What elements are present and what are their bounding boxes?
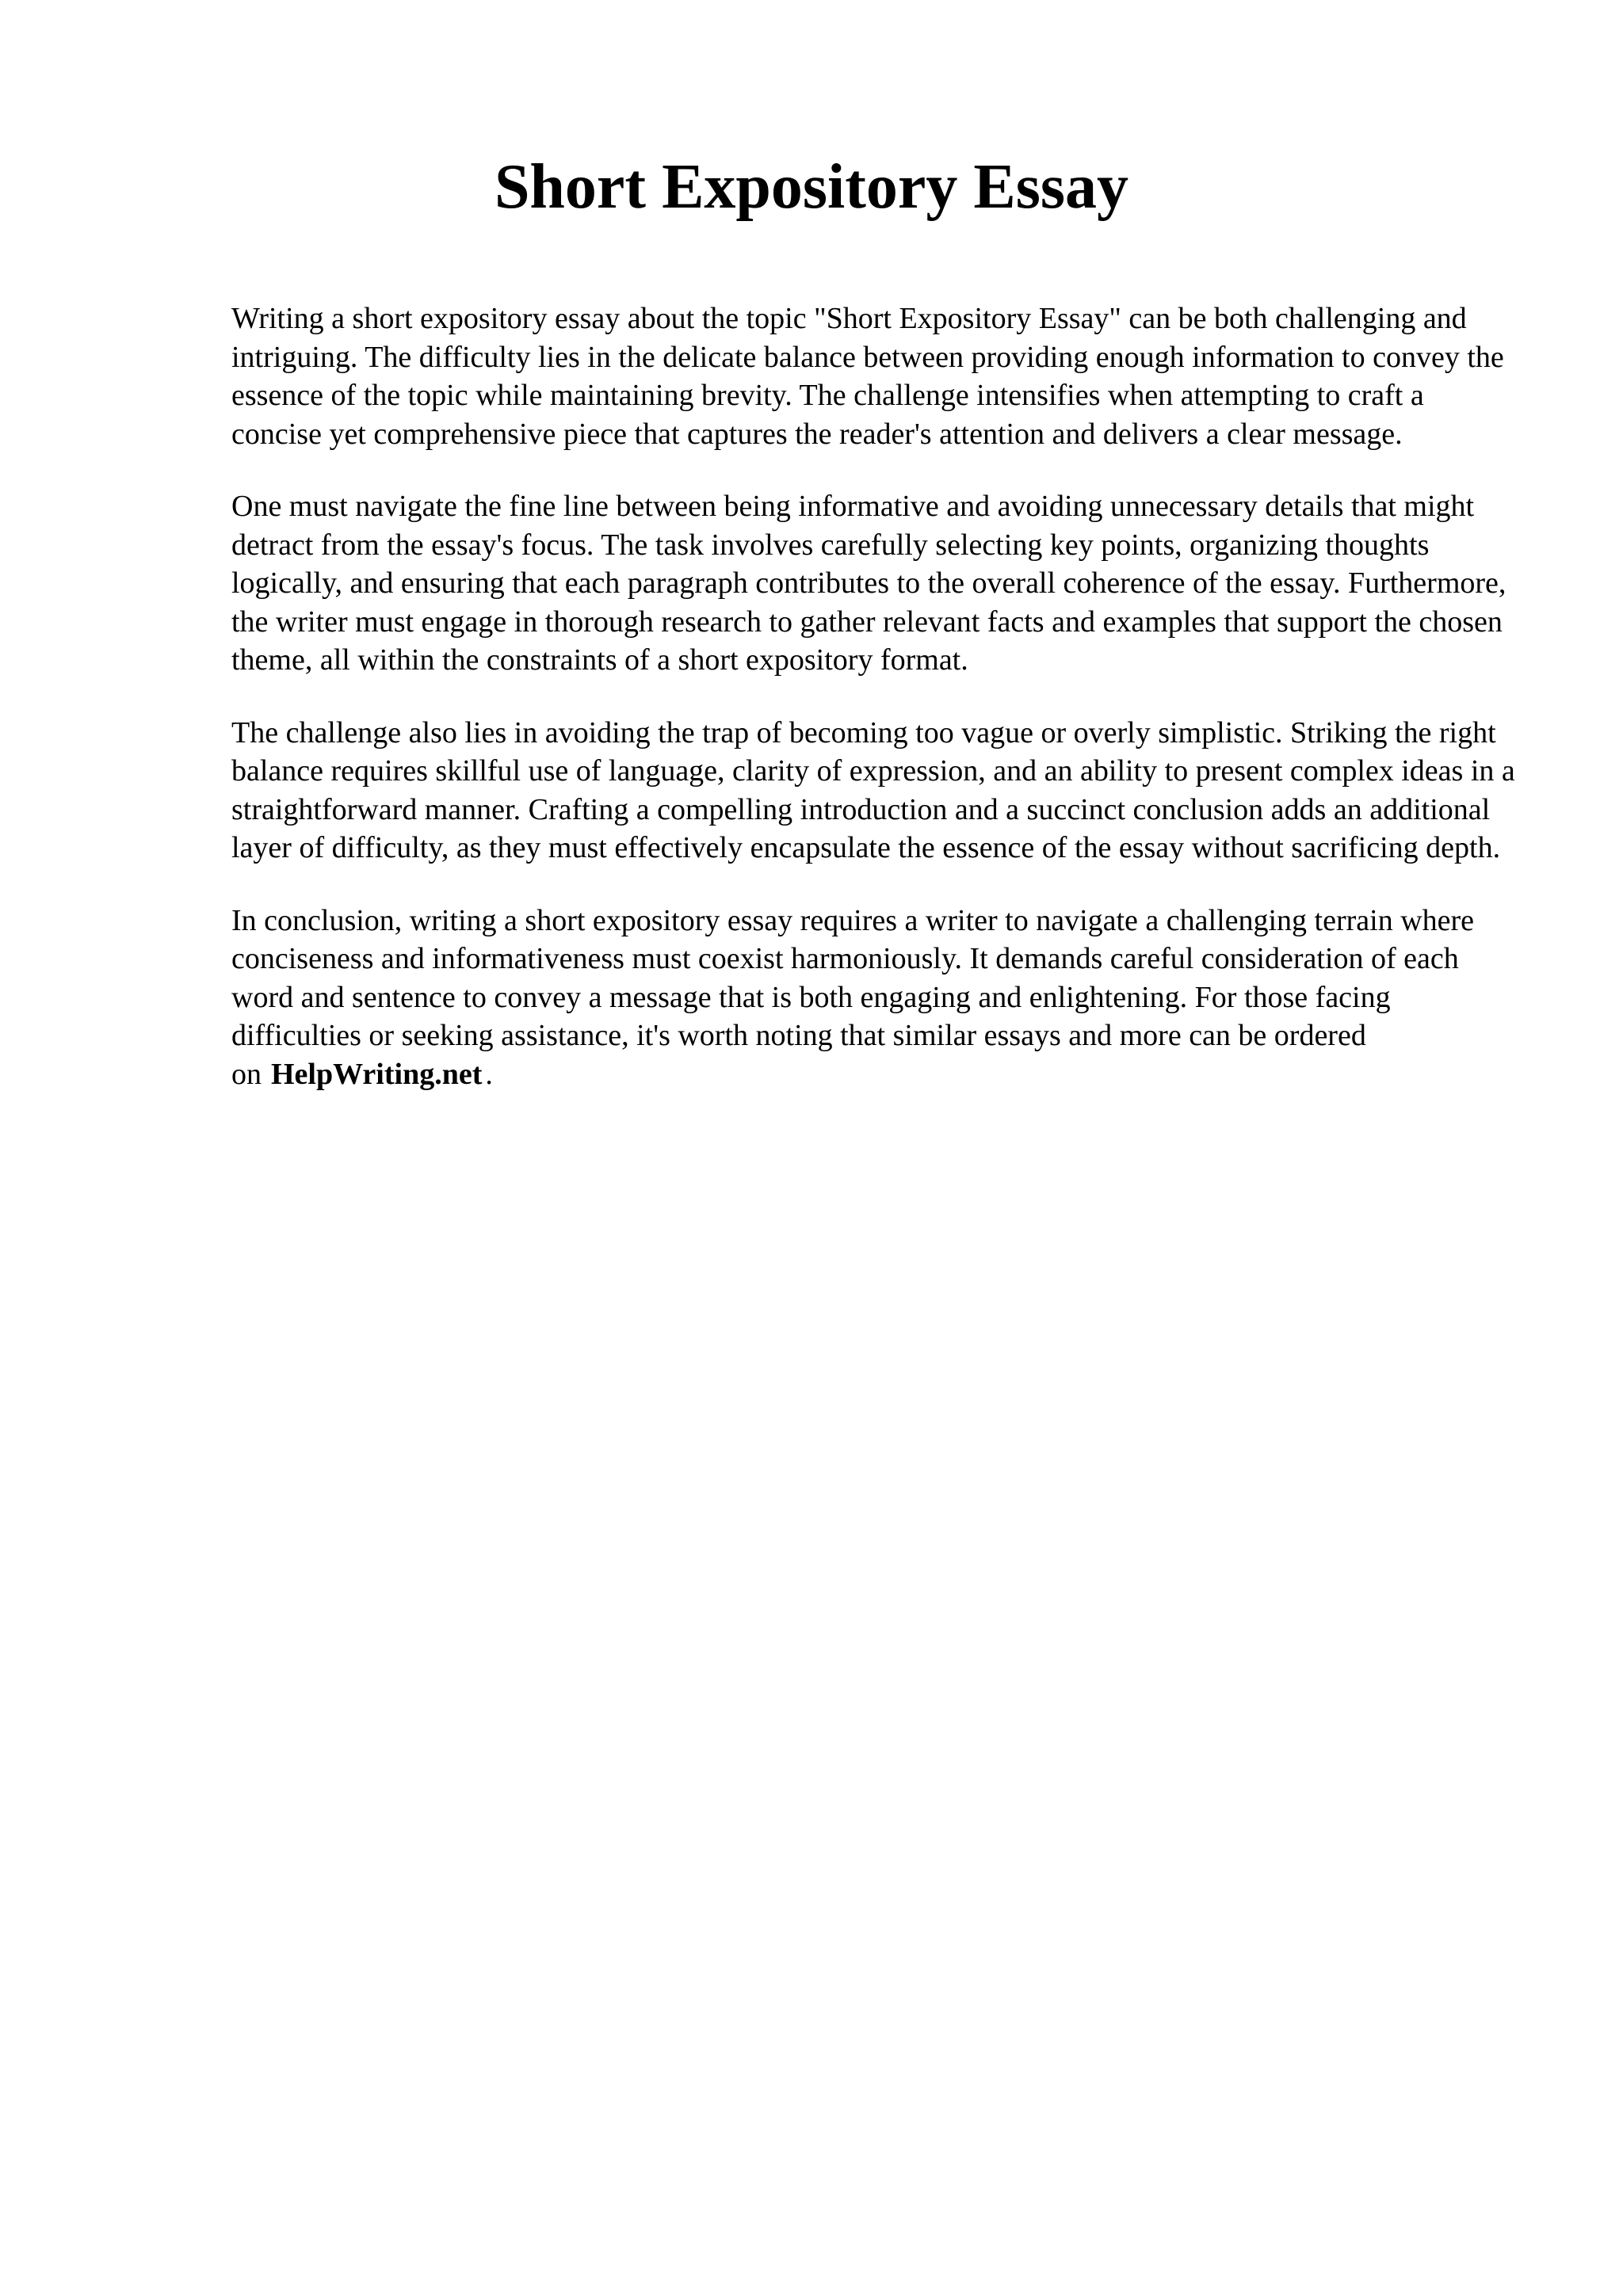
page-title: Short Expository Essay [494, 152, 1129, 222]
essay-body [231, 299, 1515, 1127]
paragraph-1: Writing a short expository essay about the topic "Short Expository Essay" can be both challenging and intriguing. The difficulty lies in the delicate balance between providing enough information to convey the essence of the topic while maintaining brevity. The challenge intensifies when attempting to craft a concise yet comprehensive piece that captures the reader's attention and delivers a clear message. [231, 302, 1504, 451]
closing-period: . [485, 1057, 493, 1091]
paragraph-4 [231, 902, 1515, 1094]
helpwriting-link[interactable]: HelpWriting.net [271, 1057, 483, 1091]
closing-text: In conclusion, writing a short expository essay requires a writer to navigate a challenging terrain where conciseness and informativeness must coexist harmoniously. It demands careful consideration of each word and sentence to convey a message that is both engaging and enlightening. For those facing difficulties or seeking assistance, it's worth noting that similar essays and more can be ordered on [231, 903, 1475, 1091]
paragraph-2: One must navigate the fine line between being informative and avoiding unnecessary details that might detract from the essay's focus. The task involves carefully selecting key points, organizing thoughts logically, and ensuring that each paragraph contributes to the overall coherence of the essay. Furthermore, the writer must engage in thorough research to gather relevant facts and examples that support the chosen theme, all within the constraints of a short expository format. [231, 490, 1507, 677]
paragraph-3: The challenge also lies in avoiding the trap of becoming too vague or overly simplistic. Striking the right balance requires skillful use of language, clarity of expression, and an ability to present complex ideas in a straightforward manner. Crafting a compelling introduction and a succinct conclusion adds an additional layer of difficulty, as they must effectively encapsulate the essence of the essay without sacrificing depth. [231, 715, 1515, 864]
